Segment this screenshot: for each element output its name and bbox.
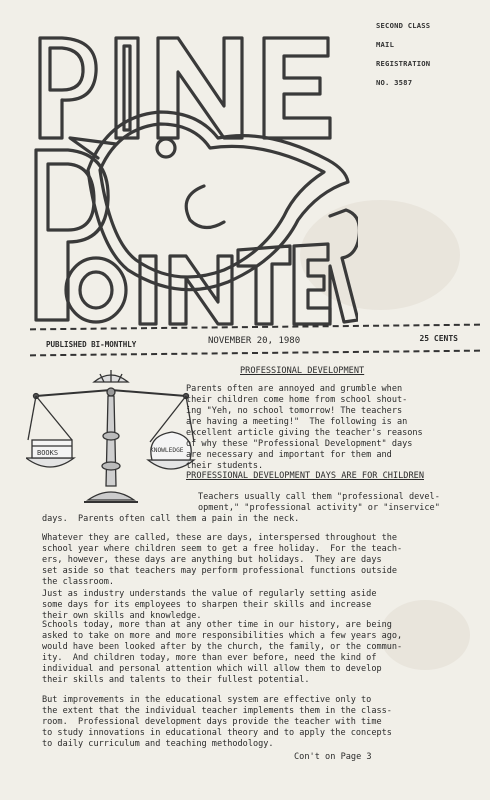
paragraph-whatever-called: Whatever they are called, these are days, interspersed throughout the school year where children seem to get a free holiday. For the teach- ers, however, these days are anything but holidays. They are days set aside so that teachers may perform professional functions outside the classroom. — [42, 533, 403, 587]
heading-days-for-children: PROFESSIONAL DEVELOPMENT DAYS ARE FOR CHILDREN — [186, 471, 424, 481]
publication-bar — [46, 334, 466, 350]
paragraph-teachers-call: Teachers usually call them "professional devel- opment," "professional activity" or "inservice" — [198, 492, 440, 513]
mail-line: SECOND CLASS — [376, 21, 431, 30]
masthead-logo — [28, 20, 358, 340]
mail-line: NO. 3587 — [376, 78, 413, 87]
pine-pointer-bird-logo — [28, 20, 358, 340]
mail-line: REGISTRATION — [376, 59, 431, 68]
publication-frequency: PUBLISHED BI-MONTHLY — [46, 340, 137, 349]
paragraph-industry: Just as industry understands the value of regularly setting aside some days for its employees to sharpen their skills and increase their own skills and knowledge. — [42, 589, 377, 621]
paragraph-improvements: But improvements in the educational system are effective only to the extent that the individual teacher implements them in the class- room. Professional development days provide the teacher with time to study innovations in educational theory and to apply the concepts to daily curriculum and teaching methodology. — [42, 695, 392, 749]
books-label: BOOKS — [37, 449, 59, 457]
knowledge-label: KNOWLEDGE — [150, 447, 184, 454]
publication-price: 25 CENTS — [419, 334, 458, 343]
mail-registration-block — [376, 16, 476, 92]
balance-scale-illustration — [26, 366, 196, 516]
balance-scale-icon — [26, 366, 196, 516]
mail-line: MAIL — [376, 40, 395, 49]
paragraph-parents-call: days. Parents often call them a pain in the neck. — [42, 514, 300, 524]
paragraph-schools-today: Schools today, more than at any other time in our history, are being asked to take on more and more responsibilities which a few years ago, would have been looked after by the church, the family, or the commun- ity. And children today, more than ever before, need the kind of individual and personal attention which will allow them to develop their skills and talents to their fullest potential. — [42, 620, 403, 685]
continued-note: Con't on Page 3 — [294, 752, 372, 762]
heading-professional-development: PROFESSIONAL DEVELOPMENT — [240, 366, 365, 376]
intro-paragraph: Parents often are annoyed and grumble when their children come home from school shout- ing "Yeh, no school tomorrow! The teachers are having a meeting!" The following is an excellent article giving the teacher's reasons of why these "Professional Development" days are necessary and important for them and their students. — [186, 384, 423, 471]
publication-date: NOVEMBER 20, 1980 — [208, 336, 301, 346]
